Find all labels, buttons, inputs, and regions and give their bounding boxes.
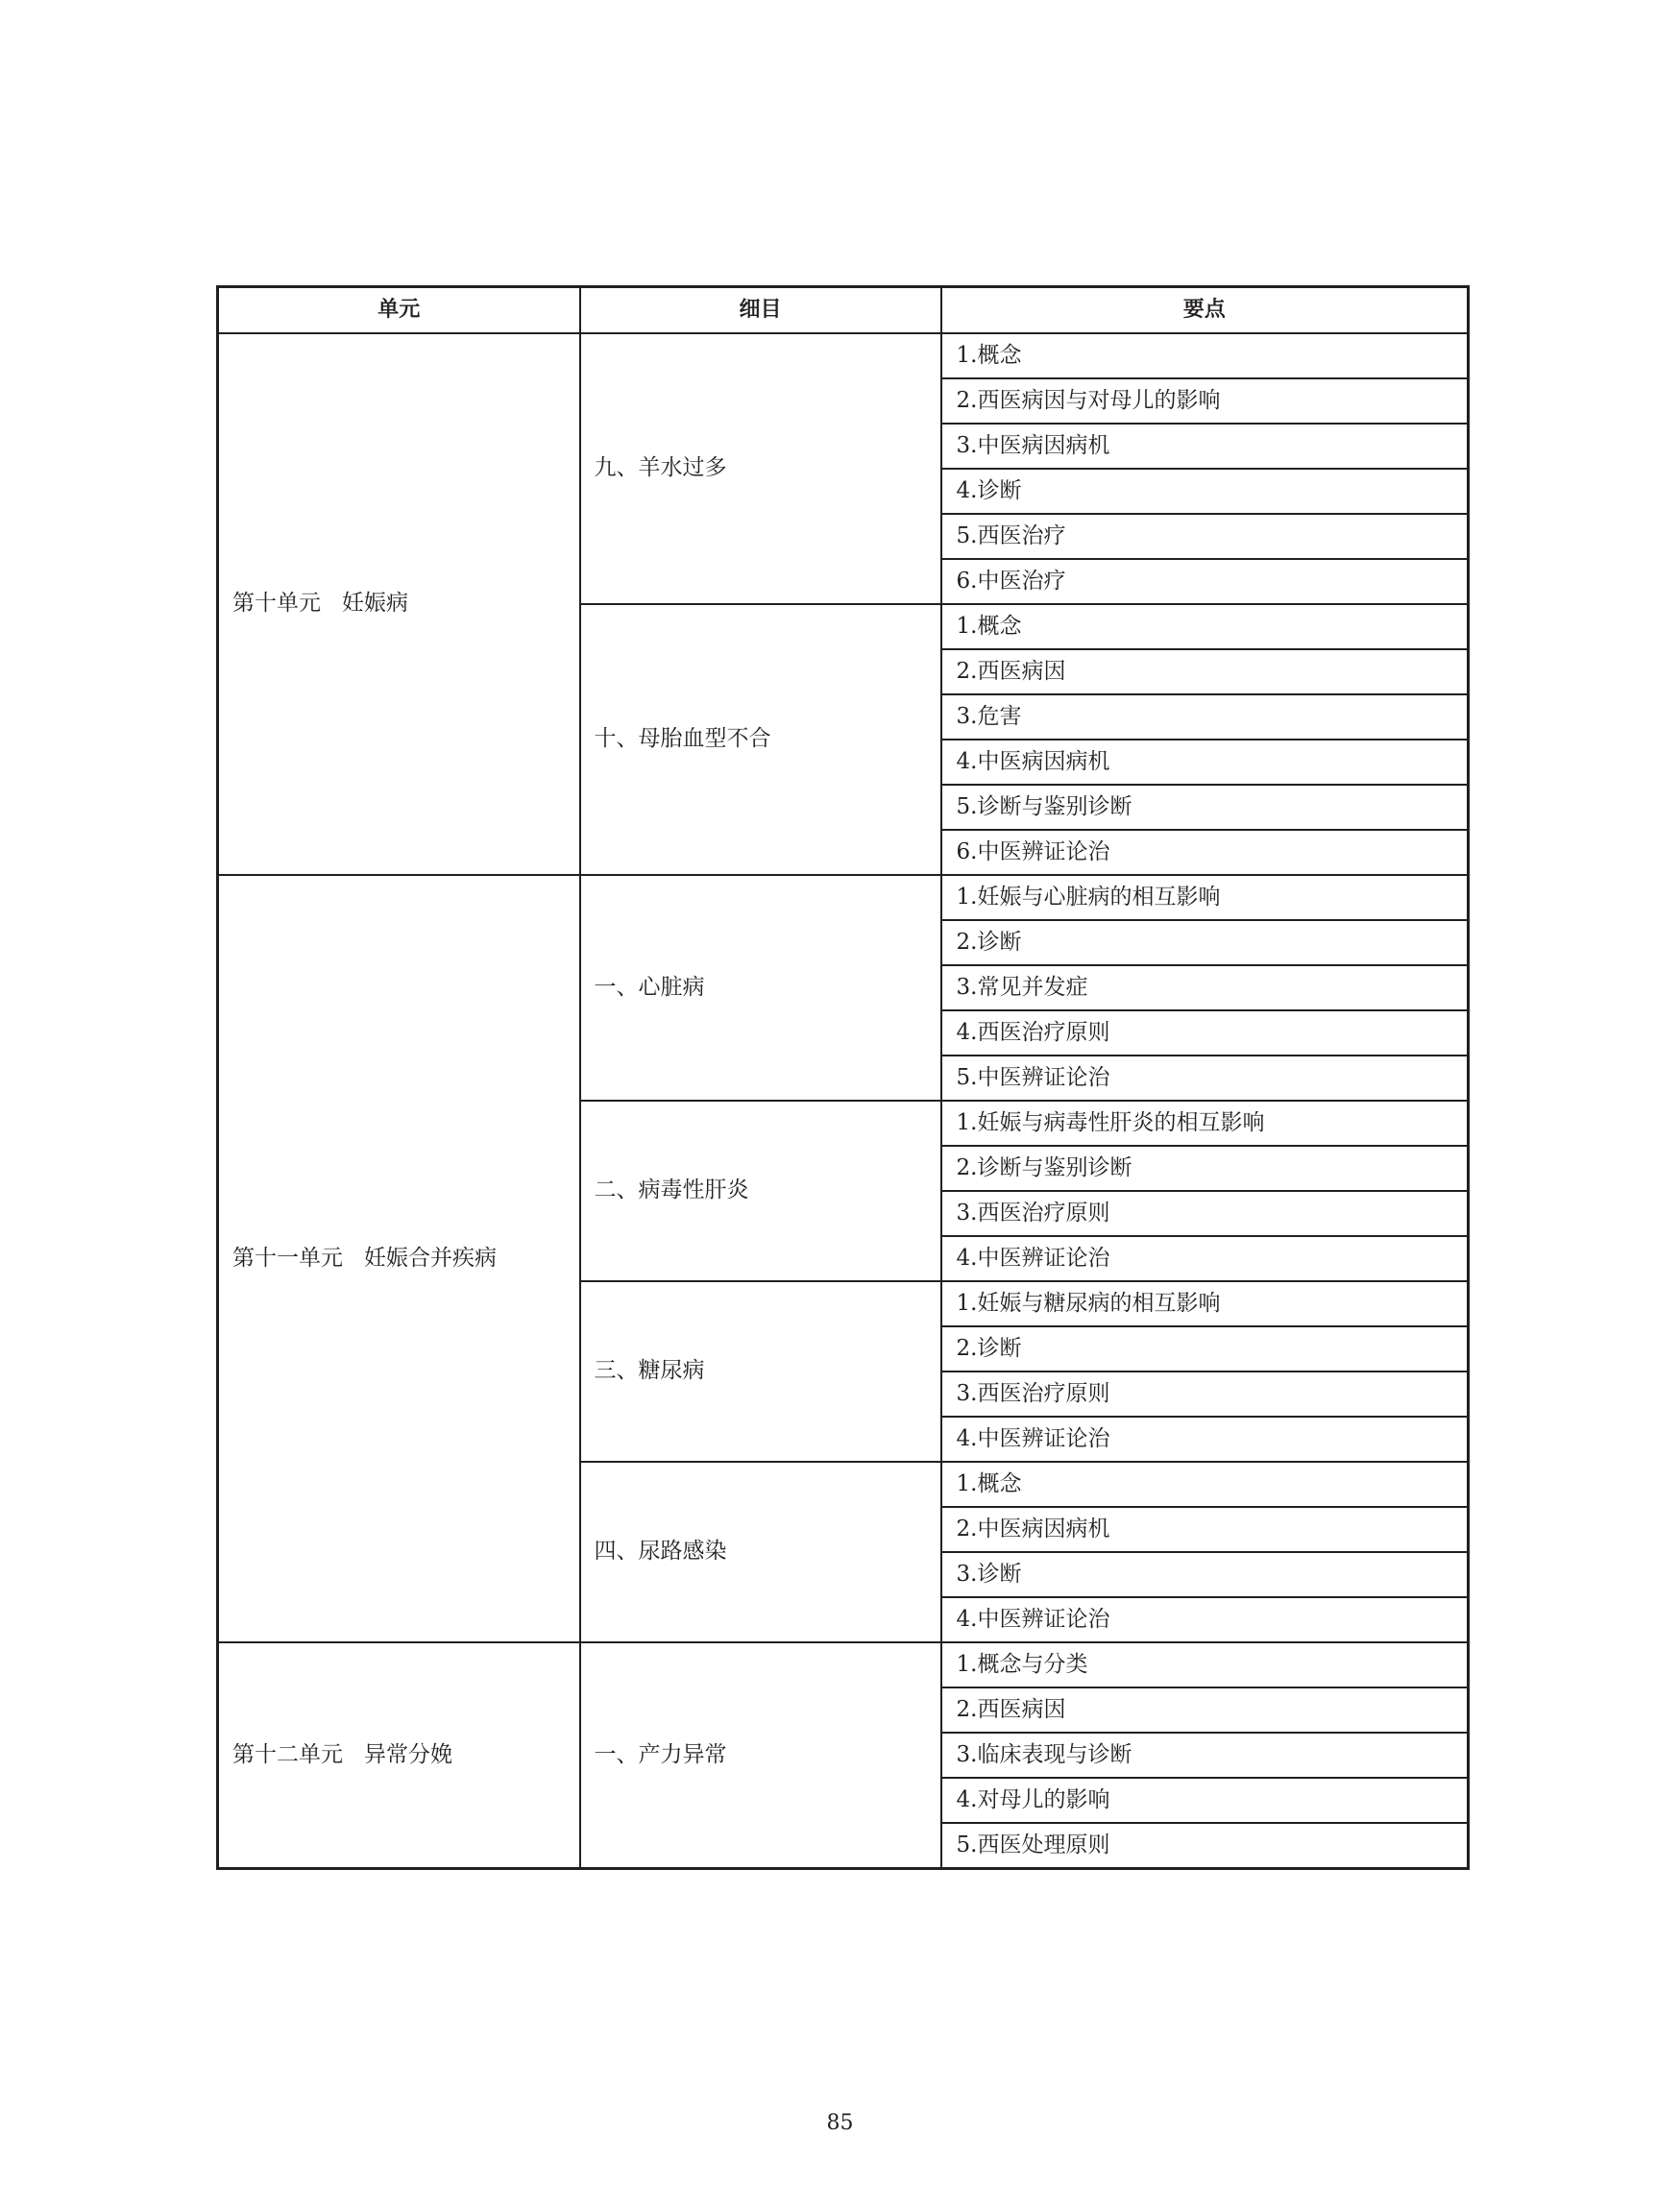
item-cell: 十、母胎血型不合 <box>580 604 941 875</box>
point-cell: 3.诊断 <box>941 1552 1469 1597</box>
point-cell: 1.概念与分类 <box>941 1642 1469 1687</box>
point-cell: 4.中医辨证论治 <box>941 1236 1469 1281</box>
table-row <box>218 1642 1469 1687</box>
unit-name: 异常分娩 <box>364 1741 452 1767</box>
header-unit: 单元 <box>218 287 580 334</box>
point-cell: 3.危害 <box>941 694 1469 740</box>
table-body <box>218 333 1469 1869</box>
point-cell: 1.概念 <box>941 1462 1469 1507</box>
item-cell: 二、病毒性肝炎 <box>580 1101 941 1281</box>
table-header-row <box>218 287 1469 334</box>
unit-cell <box>218 1642 580 1869</box>
unit-number: 第十二单元 <box>232 1741 343 1767</box>
point-cell: 3.西医治疗原则 <box>941 1372 1469 1417</box>
point-cell: 3.临床表现与诊断 <box>941 1733 1469 1778</box>
point-cell: 2.诊断与鉴别诊断 <box>941 1146 1469 1191</box>
item-cell: 三、糖尿病 <box>580 1281 941 1462</box>
item-cell: 九、羊水过多 <box>580 333 941 604</box>
syllabus-table <box>216 285 1470 1870</box>
point-cell: 2.西医病因与对母儿的影响 <box>941 378 1469 424</box>
page-number: 85 <box>826 2111 854 2135</box>
point-cell: 4.中医病因病机 <box>941 740 1469 785</box>
item-cell: 一、产力异常 <box>580 1642 941 1869</box>
point-cell: 3.西医治疗原则 <box>941 1191 1469 1236</box>
unit-number: 第十一单元 <box>232 1245 343 1271</box>
point-cell: 5.中医辨证论治 <box>941 1056 1469 1101</box>
header-points: 要点 <box>941 287 1469 334</box>
unit-cell <box>218 333 580 875</box>
item-cell: 四、尿路感染 <box>580 1462 941 1642</box>
point-cell: 4.中医辨证论治 <box>941 1597 1469 1642</box>
point-cell: 6.中医治疗 <box>941 559 1469 604</box>
point-cell: 4.西医治疗原则 <box>941 1010 1469 1056</box>
point-cell: 1.妊娠与糖尿病的相互影响 <box>941 1281 1469 1326</box>
point-cell: 5.西医治疗 <box>941 514 1469 559</box>
table-row <box>218 333 1469 378</box>
point-cell: 4.对母儿的影响 <box>941 1778 1469 1823</box>
point-cell: 5.诊断与鉴别诊断 <box>941 785 1469 830</box>
table-row <box>218 875 1469 920</box>
unit-cell <box>218 875 580 1642</box>
unit-name: 妊娠合并疾病 <box>364 1245 497 1271</box>
point-cell: 2.诊断 <box>941 920 1469 965</box>
unit-number: 第十单元 <box>232 591 321 617</box>
point-cell: 2.诊断 <box>941 1326 1469 1372</box>
point-cell: 1.妊娠与心脏病的相互影响 <box>941 875 1469 920</box>
point-cell: 3.常见并发症 <box>941 965 1469 1010</box>
point-cell: 4.中医辨证论治 <box>941 1417 1469 1462</box>
point-cell: 1.妊娠与病毒性肝炎的相互影响 <box>941 1101 1469 1146</box>
point-cell: 1.概念 <box>941 333 1469 378</box>
header-item: 细目 <box>580 287 941 334</box>
point-cell: 1.概念 <box>941 604 1469 649</box>
point-cell: 6.中医辨证论治 <box>941 830 1469 875</box>
point-cell: 2.西医病因 <box>941 649 1469 694</box>
point-cell: 2.西医病因 <box>941 1687 1469 1733</box>
point-cell: 3.中医病因病机 <box>941 424 1469 469</box>
point-cell: 2.中医病因病机 <box>941 1507 1469 1552</box>
item-cell: 一、心脏病 <box>580 875 941 1101</box>
unit-name: 妊娠病 <box>342 591 408 617</box>
point-cell: 5.西医处理原则 <box>941 1823 1469 1869</box>
point-cell: 4.诊断 <box>941 469 1469 514</box>
